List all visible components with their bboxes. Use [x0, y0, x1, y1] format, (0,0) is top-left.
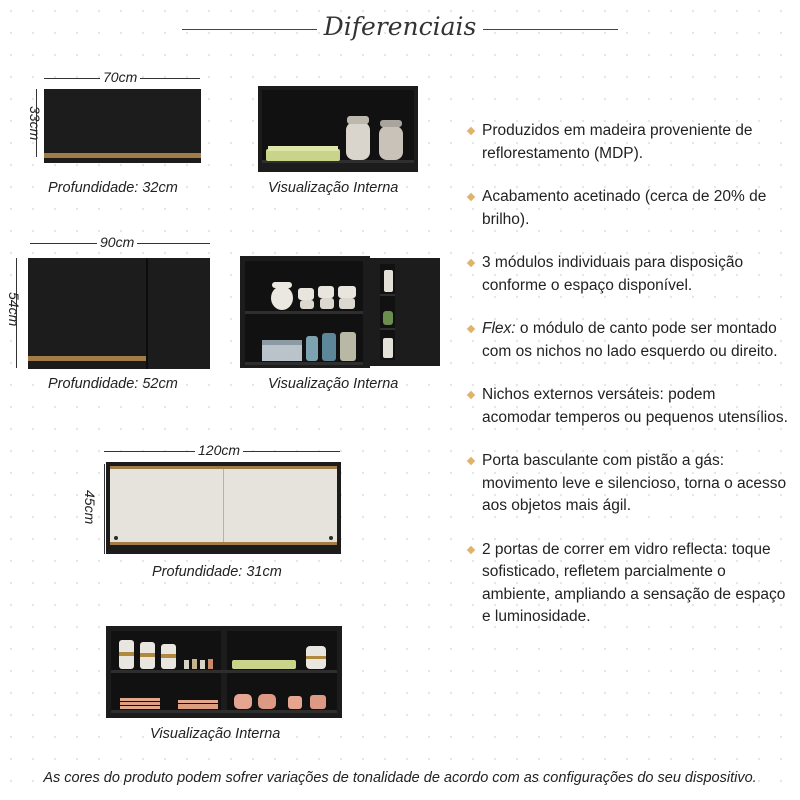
bullet-diamond-icon	[467, 193, 475, 201]
feature-item	[468, 318, 788, 363]
cabinet-interior-70	[258, 86, 418, 172]
feature-item	[468, 120, 788, 165]
title-rule-right	[483, 29, 618, 30]
bullet-diamond-icon	[467, 325, 475, 333]
depth-caption: Profundidade: 32cm	[48, 180, 178, 196]
bullet-diamond-icon	[467, 391, 475, 399]
feature-text: Nichos externos versáteis: podem acomodar temperos ou pequenos utensílios.	[482, 386, 788, 426]
height-dimension-line	[104, 464, 105, 554]
cabinet-interior-120	[106, 626, 342, 718]
page-title: Diferenciais	[323, 12, 477, 41]
depth-caption: Profundidade: 31cm	[152, 564, 282, 580]
bullet-diamond-icon	[467, 545, 475, 553]
height-label: 33cm	[27, 106, 43, 141]
cabinet-front-70	[44, 89, 201, 163]
sliding-glass-door-left	[110, 469, 224, 542]
feature-text: o módulo de canto pode ser montado com os nichos no lado esquerdo ou direito.	[482, 320, 778, 360]
wood-trim	[28, 356, 146, 361]
feature-item	[468, 186, 788, 231]
cabinet-front-90	[28, 258, 210, 369]
feature-prefix: Flex:	[482, 320, 516, 337]
feature-item	[468, 450, 788, 518]
width-label: 90cm	[97, 234, 137, 250]
door-handle-right	[329, 536, 333, 540]
wood-trim	[44, 153, 201, 158]
feature-text: Acabamento acetinado (cerca de 20% de brilho).	[482, 188, 767, 228]
interior-caption: Visualização Interna	[150, 726, 281, 742]
feature-item	[468, 252, 788, 297]
door-handle-left	[114, 536, 118, 540]
cabinet-interior-90	[240, 256, 440, 368]
wood-trim	[110, 542, 337, 545]
width-label: 120cm	[195, 442, 243, 458]
cabinet-front-120	[106, 462, 341, 554]
sliding-glass-door-right	[224, 469, 337, 542]
feature-text: Produzidos em madeira proveniente de reflorestamento (MDP).	[482, 122, 753, 162]
feature-text: Porta basculante com pistão a gás: movimento leve e silencioso, torna o acesso aos objetos mais ágil.	[482, 452, 787, 514]
interior-caption: Visualização Interna	[268, 376, 399, 392]
bullet-diamond-icon	[467, 127, 475, 135]
feature-list	[468, 120, 788, 650]
door-divider	[146, 258, 148, 369]
feature-item	[468, 384, 788, 429]
depth-caption: Profundidade: 52cm	[48, 376, 178, 392]
height-label: 54cm	[6, 292, 22, 327]
feature-item	[468, 539, 788, 629]
bullet-diamond-icon	[467, 457, 475, 465]
width-label: 70cm	[100, 69, 140, 85]
height-label: 45cm	[82, 490, 98, 525]
feature-text: 3 módulos individuais para disposição conforme o espaço disponível.	[482, 254, 744, 294]
footer-disclaimer: As cores do produto podem sofrer variações de tonalidade de acordo com as configurações do seu dispositivo.	[43, 770, 757, 786]
feature-text: 2 portas de correr em vidro reflecta: toque sofisticado, refletem parcialmente o ambiente, ampliando a sensação de espaço e luminosidade.	[482, 540, 786, 625]
bullet-diamond-icon	[467, 259, 475, 267]
interior-caption: Visualização Interna	[268, 180, 399, 196]
